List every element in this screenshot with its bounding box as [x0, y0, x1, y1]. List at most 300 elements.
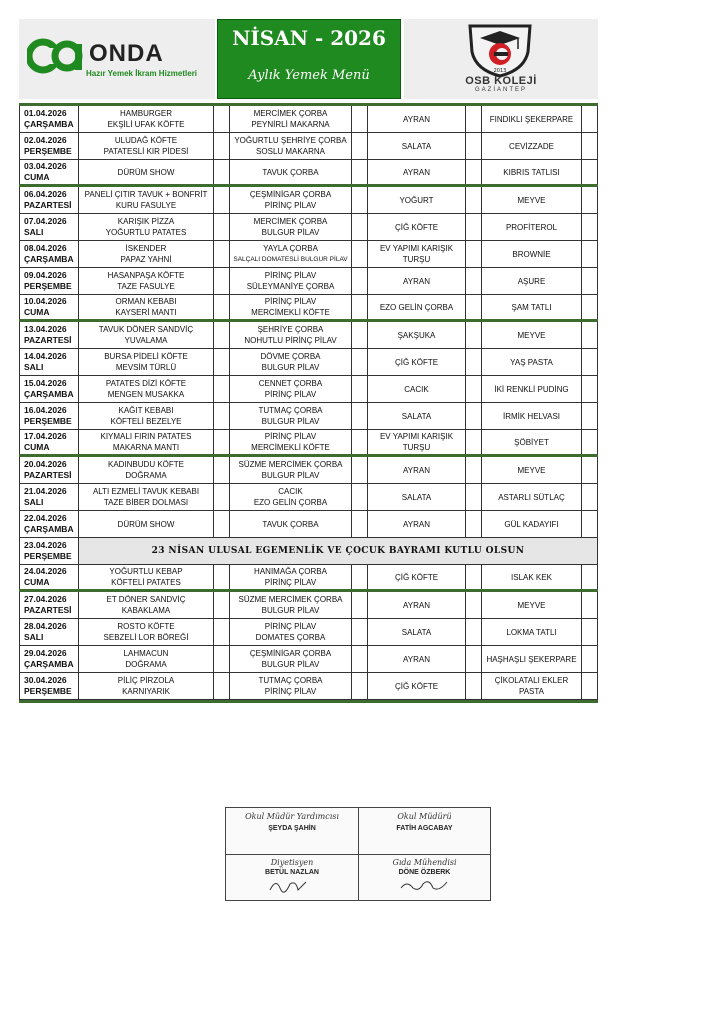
vice-principal-name: ŞEYDA ŞAHİN — [268, 825, 316, 832]
dish-line: YOĞURTLU ŞEHRİYE ÇORBA — [234, 136, 347, 145]
blank-cell — [213, 133, 229, 159]
menu-row — [19, 160, 598, 187]
dish-line: MENGEN MUSAKKA — [107, 390, 185, 399]
menu-date-cell — [19, 673, 78, 699]
main-dish-cell — [78, 376, 213, 402]
dish-line: PİRİNÇ PİLAV — [264, 201, 317, 210]
soup-side-cell — [229, 430, 351, 454]
dish-line: DOĞRAMA — [125, 660, 167, 669]
blank-cell — [581, 619, 598, 645]
blank-cell — [581, 268, 598, 294]
blank-cell — [351, 673, 367, 699]
soup-side-cell — [229, 484, 351, 510]
dessert-cell: HAŞHAŞLI ŞEKERPARE — [481, 646, 581, 672]
dish-line: PATATES DİZİ KÖFTE — [105, 379, 187, 388]
blank-cell — [581, 295, 598, 319]
dish-line: BULGUR PİLAV — [261, 606, 320, 615]
menu-row — [19, 457, 598, 484]
menu-date: 14.04.2026 — [24, 351, 67, 361]
dish-line: HAMBURGER — [119, 109, 172, 118]
menu-date-cell — [19, 187, 78, 213]
dish-line: PAPAZ YAHNİ — [120, 255, 172, 264]
dish-line: BULGUR PİLAV — [261, 417, 320, 426]
dish-line: BURSA PİDELİ KÖFTE — [104, 352, 188, 361]
main-dish-cell — [78, 565, 213, 589]
blank-cell — [351, 565, 367, 589]
soup-side-cell — [229, 457, 351, 483]
main-dish-cell — [78, 673, 213, 699]
menu-weekday: SALI — [24, 362, 44, 372]
extra-cell — [367, 484, 465, 510]
dish-line: BULGUR PİLAV — [261, 660, 320, 669]
main-dish-cell — [78, 484, 213, 510]
menu-weekday: PAZARTESİ — [24, 470, 72, 480]
menu-weekday: SALI — [24, 497, 44, 507]
menu-date: 22.04.2026 — [24, 513, 67, 523]
dish-line: YOĞURTLU PATATES — [105, 228, 187, 237]
soup-side-cell — [229, 592, 351, 618]
menu-date: 07.04.2026 — [24, 216, 67, 226]
dish-line: ÇEŞMİNİGAR ÇORBA — [249, 190, 332, 199]
menu-date: 09.04.2026 — [24, 270, 67, 280]
menu-date-cell — [19, 592, 78, 618]
menu-date-cell — [19, 241, 78, 267]
main-dish-cell — [78, 592, 213, 618]
extra-cell — [367, 619, 465, 645]
blank-cell — [213, 187, 229, 213]
menu-weekday: ÇARŞAMBA — [24, 254, 74, 264]
dish-line: SALATA — [401, 411, 432, 421]
soup-side-cell — [229, 376, 351, 402]
dish-line: PİRİNÇ PİLAV — [264, 390, 317, 399]
menu-weekday: ÇARŞAMBA — [24, 389, 74, 399]
holiday-banner: 23 NİSAN ULUSAL EGEMENLİK VE ÇOCUK BAYRAMI KUTLU OLSUN — [78, 538, 598, 564]
menu-date: 30.04.2026 — [24, 675, 67, 685]
menu-date-cell — [19, 322, 78, 348]
main-dish-cell — [78, 160, 213, 184]
dish-line: SALATA — [401, 492, 432, 502]
dessert-cell: AŞURE — [481, 268, 581, 294]
dish-line: EZO GELİN ÇORBA — [379, 302, 454, 312]
dish-line: MERCİMEK ÇORBA — [253, 217, 328, 226]
dish-line: DOĞRAMA — [125, 471, 167, 480]
dish-line: KURU FASULYE — [115, 201, 177, 210]
dish-line: YUVALAMA — [124, 336, 168, 345]
blank-cell — [465, 349, 481, 375]
menu-date-cell — [19, 349, 78, 375]
menu-row — [19, 484, 598, 511]
dish-line: TAZE BİBER DOLMASI — [103, 498, 189, 507]
menu-row — [19, 187, 598, 214]
blank-cell — [351, 268, 367, 294]
extra-cell — [367, 160, 465, 184]
blank-cell — [351, 241, 367, 267]
dish-line: KAĞIT KEBABI — [118, 406, 174, 415]
extra-cell — [367, 376, 465, 402]
dish-line: PİLİÇ PİRZOLA — [117, 676, 175, 685]
blank-cell — [465, 403, 481, 429]
blank-cell — [213, 403, 229, 429]
company-logo-box — [19, 19, 215, 99]
menu-weekday: ÇARŞAMBA — [24, 659, 74, 669]
soup-side-cell — [229, 268, 351, 294]
dish-line: EKŞİLİ UFAK KÖFTE — [107, 120, 185, 129]
blank-cell — [581, 565, 598, 589]
dish-line: KADINBUDU KÖFTE — [107, 460, 184, 469]
blank-cell — [581, 430, 598, 454]
blank-cell — [351, 214, 367, 240]
blank-cell — [213, 619, 229, 645]
blank-cell — [465, 619, 481, 645]
blank-cell — [465, 592, 481, 618]
menu-date: 01.04.2026 — [24, 108, 67, 118]
dish-line: EZO GELİN ÇORBA — [253, 498, 328, 507]
blank-cell — [351, 322, 367, 348]
blank-cell — [581, 673, 598, 699]
menu-row — [19, 295, 598, 322]
principal-name: FATİH AGCABAY — [396, 825, 453, 832]
blank-cell — [581, 592, 598, 618]
menu-date: 17.04.2026 — [24, 431, 67, 441]
dish-line: MERCİMEKLİ KÖFTE — [251, 308, 330, 317]
blank-cell — [465, 214, 481, 240]
main-dish-cell — [78, 511, 213, 537]
soup-side-cell — [229, 511, 351, 537]
main-dish-cell — [78, 268, 213, 294]
dessert-cell: GÜL KADAYIFI — [481, 511, 581, 537]
soup-side-cell — [229, 214, 351, 240]
blank-cell — [213, 457, 229, 483]
page-title: NİSAN - 2026 — [232, 26, 386, 50]
dish-line: ET DÖNER SANDVİÇ — [106, 595, 186, 604]
menu-weekday: ÇARŞAMBA — [24, 524, 74, 534]
dessert-cell: CEVİZZADE — [481, 133, 581, 159]
menu-date-cell — [19, 430, 78, 454]
blank-cell — [213, 295, 229, 319]
menu-date-cell — [19, 376, 78, 402]
dish-line: EV YAPIMI KARIŞIK — [379, 432, 454, 441]
menu-date-cell — [19, 619, 78, 645]
main-dish-cell — [78, 295, 213, 319]
dish-line: KAYSERİ MANTI — [115, 308, 177, 317]
dessert-cell: YAŞ PASTA — [481, 349, 581, 375]
dietitian-name: BETÜL NAZLAN — [265, 869, 319, 876]
school-city: GAZİANTEP — [474, 87, 527, 93]
soup-side-cell — [229, 565, 351, 589]
soup-side-cell — [229, 322, 351, 348]
dietitian-signature — [226, 858, 358, 899]
menu-weekday: CUMA — [24, 307, 50, 317]
main-dish-cell — [78, 619, 213, 645]
dish-line: TUTMAÇ ÇORBA — [258, 676, 323, 685]
blank-cell — [213, 484, 229, 510]
dish-line: TAVUK DÖNER SANDVİÇ — [98, 325, 194, 334]
blank-cell — [351, 295, 367, 319]
dessert-cell: FINDIKLI ŞEKERPARE — [481, 106, 581, 132]
menu-date-cell — [19, 511, 78, 537]
menu-weekday: PERŞEMBE — [24, 551, 72, 561]
soup-side-cell — [229, 403, 351, 429]
dessert-cell: ISLAK KEK — [481, 565, 581, 589]
dish-line: ORMAN KEBABI — [115, 297, 177, 306]
dish-line: MERCİMEKLİ KÖFTE — [251, 443, 330, 452]
dish-line: AYRAN — [403, 600, 430, 610]
menu-date-cell — [19, 538, 78, 564]
menu-weekday: CUMA — [24, 442, 50, 452]
dish-line: CENNET ÇORBA — [258, 379, 323, 388]
main-dish-cell — [78, 430, 213, 454]
menu-date: 10.04.2026 — [24, 296, 67, 306]
extra-cell — [367, 241, 465, 267]
dish-line: SÜZME MERCİMEK ÇORBA — [238, 460, 343, 469]
blank-cell — [581, 376, 598, 402]
dish-line: SALATA — [401, 627, 432, 637]
blank-cell — [581, 160, 598, 184]
menu-row — [19, 241, 598, 268]
dessert-cell: KIBRIS TATLISI — [481, 160, 581, 184]
soup-side-cell — [229, 160, 351, 184]
menu-date: 21.04.2026 — [24, 486, 67, 496]
blank-cell — [465, 268, 481, 294]
blank-cell — [581, 214, 598, 240]
dish-line: NOHUTLU PİRİNÇ PİLAV — [244, 336, 337, 345]
blank-cell — [581, 133, 598, 159]
dietitian-title: Diyetisyen — [270, 858, 314, 867]
dessert-cell: ASTARLI SÜTLAÇ — [481, 484, 581, 510]
dish-line: DOMATES ÇORBA — [255, 633, 326, 642]
blank-cell — [213, 349, 229, 375]
menu-weekday: CUMA — [24, 577, 50, 587]
menu-row — [19, 673, 598, 700]
dessert-cell: MEYVE — [481, 592, 581, 618]
blank-cell — [351, 430, 367, 454]
dessert-cell: MEYVE — [481, 457, 581, 483]
dessert-cell: ÇİKOLATALI EKLER PASTA — [481, 673, 581, 699]
dish-line: DÜRÜM SHOW — [117, 519, 175, 529]
menu-date-cell — [19, 457, 78, 483]
dish-line: YOĞURT — [399, 195, 434, 205]
dessert-cell: ŞAM TATLI — [481, 295, 581, 319]
menu-weekday: PERŞEMBE — [24, 281, 72, 291]
extra-cell — [367, 646, 465, 672]
month-title-box — [217, 19, 401, 99]
extra-cell — [367, 214, 465, 240]
menu-row — [19, 106, 598, 133]
dish-line: ÇİĞ KÖFTE — [394, 222, 439, 232]
blank-cell — [465, 673, 481, 699]
dish-line: PİRİNÇ PİLAV — [264, 432, 317, 441]
blank-cell — [351, 133, 367, 159]
menu-header — [19, 19, 598, 99]
blank-cell — [351, 646, 367, 672]
menu-date-cell — [19, 133, 78, 159]
menu-date: 27.04.2026 — [24, 594, 67, 604]
extra-cell — [367, 349, 465, 375]
dish-line: PATATESLİ KIR PİDESİ — [103, 147, 189, 156]
dish-line: ÇİĞ KÖFTE — [394, 681, 439, 691]
menu-date: 28.04.2026 — [24, 621, 67, 631]
blank-cell — [351, 592, 367, 618]
dish-line: EV YAPIMI KARIŞIK — [379, 244, 454, 253]
menu-row — [19, 538, 598, 565]
blank-cell — [213, 376, 229, 402]
dish-line: SÜZME MERCİMEK ÇORBA — [238, 595, 343, 604]
menu-date: 13.04.2026 — [24, 324, 67, 334]
dish-line: MAKARNA MANTI — [112, 443, 180, 452]
blank-cell — [465, 160, 481, 184]
main-dish-cell — [78, 187, 213, 213]
signature-block — [225, 807, 491, 901]
dessert-cell: MEYVE — [481, 322, 581, 348]
menu-date-cell — [19, 214, 78, 240]
extra-cell — [367, 133, 465, 159]
blank-cell — [351, 403, 367, 429]
menu-weekday: SALI — [24, 632, 44, 642]
blank-cell — [581, 106, 598, 132]
food-engineer-title: Gıda Mühendisi — [392, 858, 457, 867]
menu-date: 24.04.2026 — [24, 566, 67, 576]
dish-line: PEYNİRLİ MAKARNA — [251, 120, 330, 129]
dish-line: KARIŞIK PİZZA — [117, 217, 175, 226]
soup-side-cell — [229, 187, 351, 213]
blank-cell — [465, 376, 481, 402]
blank-cell — [581, 187, 598, 213]
dish-line: AYRAN — [403, 114, 430, 124]
extra-cell — [367, 403, 465, 429]
company-name: ONDA — [89, 40, 164, 67]
menu-date-cell — [19, 295, 78, 319]
menu-row — [19, 133, 598, 160]
blank-cell — [351, 619, 367, 645]
principal-signature — [359, 812, 490, 832]
dessert-cell: İKİ RENKLİ PUDİNG — [481, 376, 581, 402]
dessert-cell: İRMİK HELVASI — [481, 403, 581, 429]
dietitian-handwritten-signature-icon — [262, 876, 322, 894]
blank-cell — [581, 349, 598, 375]
menu-date-cell — [19, 268, 78, 294]
main-dish-cell — [78, 646, 213, 672]
blank-cell — [465, 484, 481, 510]
dish-line: SALÇALI DOMATESLİ BULGUR PİLAV — [233, 256, 348, 263]
menu-date: 06.04.2026 — [24, 189, 67, 199]
dessert-cell: LOKMA TATLI — [481, 619, 581, 645]
dish-line: DÜRÜM SHOW — [117, 167, 175, 177]
blank-cell — [213, 106, 229, 132]
menu-date: 20.04.2026 — [24, 459, 67, 469]
menu-date: 29.04.2026 — [24, 648, 67, 658]
dish-line: CACIK — [278, 487, 303, 496]
main-dish-cell — [78, 214, 213, 240]
dish-line: LAHMACUN — [123, 649, 169, 658]
blank-cell — [465, 295, 481, 319]
dish-line: ŞAKŞUKA — [397, 330, 436, 340]
food-engineer-name: DÖNE ÖZBERK — [398, 869, 451, 876]
vice-principal-title: Okul Müdür Yardımcısı — [245, 812, 339, 821]
dish-line: SOSLU MAKARNA — [256, 147, 325, 156]
dish-line: AYRAN — [403, 465, 430, 475]
dessert-cell: PROFİTEROL — [481, 214, 581, 240]
blank-cell — [213, 268, 229, 294]
soup-side-cell — [229, 106, 351, 132]
menu-table — [19, 103, 598, 703]
menu-row — [19, 619, 598, 646]
main-dish-cell — [78, 457, 213, 483]
dish-line: ÇEŞMİNİGAR ÇORBA — [249, 649, 332, 658]
extra-cell — [367, 268, 465, 294]
menu-row — [19, 268, 598, 295]
menu-date: 08.04.2026 — [24, 243, 67, 253]
blank-cell — [213, 511, 229, 537]
page-subtitle: Aylık Yemek Menü — [248, 68, 370, 83]
main-dish-cell — [78, 322, 213, 348]
dish-line: DÖVME ÇORBA — [260, 352, 321, 361]
dish-line: ÇİĞ KÖFTE — [394, 572, 439, 582]
blank-cell — [581, 241, 598, 267]
blank-cell — [213, 646, 229, 672]
dish-line: ŞEHRİYE ÇORBA — [257, 325, 324, 334]
menu-row — [19, 565, 598, 592]
menu-date: 03.04.2026 — [24, 161, 67, 171]
dish-line: İSKENDER — [125, 244, 167, 253]
soup-side-cell — [229, 133, 351, 159]
menu-row — [19, 403, 598, 430]
dish-line: TAZE FASULYE — [117, 282, 175, 291]
dish-line: BULGUR PİLAV — [261, 471, 320, 480]
menu-weekday: ÇARŞAMBA — [24, 119, 74, 129]
dish-line: KIYMALI FIRIN PATATES — [100, 432, 192, 441]
blank-cell — [213, 241, 229, 267]
dessert-cell: ŞÖBİYET — [481, 430, 581, 454]
extra-cell — [367, 592, 465, 618]
dish-line: KÖFTELİ PATATES — [111, 578, 181, 587]
blank-cell — [465, 457, 481, 483]
principal-title: Okul Müdürü — [397, 812, 452, 821]
dish-line: BULGUR PİLAV — [261, 363, 320, 372]
dish-line: SÜLEYMANİYE ÇORBA — [246, 282, 335, 291]
blank-cell — [351, 349, 367, 375]
blank-cell — [465, 241, 481, 267]
dessert-cell: BROWNİE — [481, 241, 581, 267]
extra-cell — [367, 565, 465, 589]
dish-line: AYRAN — [403, 276, 430, 286]
school-name: OSB KOLEJİ — [465, 75, 537, 87]
blank-cell — [465, 646, 481, 672]
blank-cell — [351, 457, 367, 483]
food-engineer-signature — [359, 858, 490, 899]
menu-date-cell — [19, 403, 78, 429]
dish-line: ULUDAĞ KÖFTE — [114, 136, 178, 145]
blank-cell — [213, 565, 229, 589]
school-year: 2013 — [493, 68, 507, 74]
menu-date: 16.04.2026 — [24, 405, 67, 415]
menu-weekday: PAZARTESİ — [24, 605, 72, 615]
blank-cell — [465, 187, 481, 213]
dish-line: PİRİNÇ PİLAV — [264, 687, 317, 696]
menu-date-cell — [19, 565, 78, 589]
blank-cell — [581, 322, 598, 348]
extra-cell — [367, 457, 465, 483]
extra-cell — [367, 322, 465, 348]
main-dish-cell — [78, 241, 213, 267]
blank-cell — [581, 457, 598, 483]
dish-line: KÖFTELİ BEZELYE — [110, 417, 182, 426]
menu-row — [19, 430, 598, 457]
menu-row — [19, 592, 598, 619]
extra-cell — [367, 511, 465, 537]
soup-side-cell — [229, 673, 351, 699]
dish-line: TUTMAÇ ÇORBA — [258, 406, 323, 415]
soup-side-cell — [229, 241, 351, 267]
